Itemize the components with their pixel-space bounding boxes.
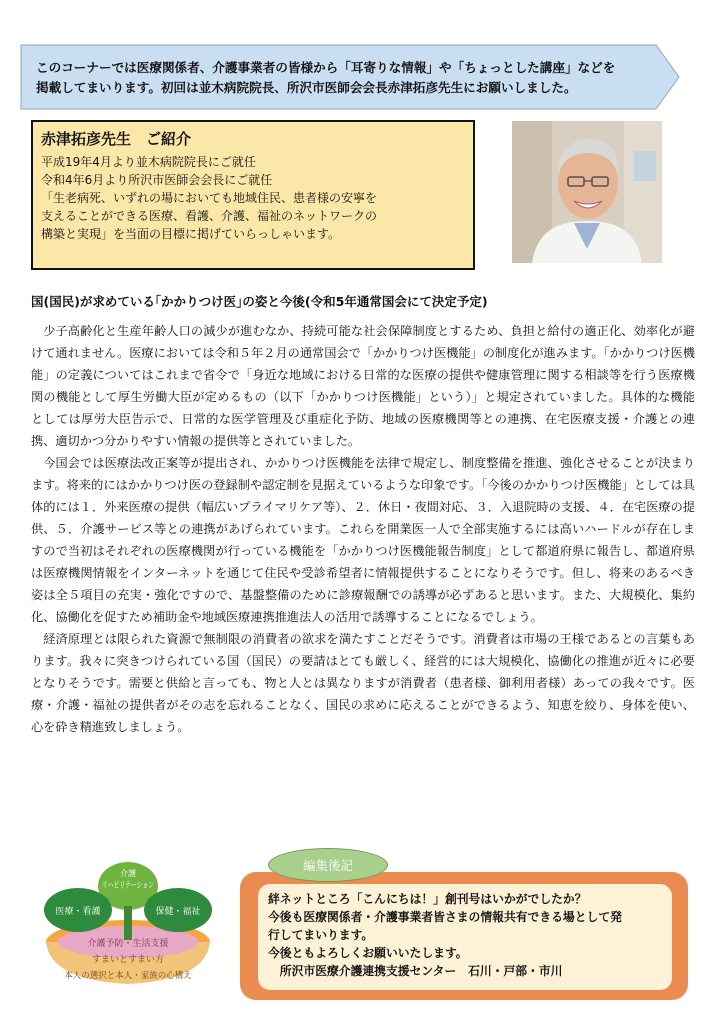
intro-line: 「生老病死、いずれの場においても地域住民、患者様の安寧を [41,191,378,205]
logo-label-top: 介護 [120,869,136,878]
article-body [31,320,695,738]
editor-line: 今後も医療関係者・介護事業者皆さまの情報共有できる場として発 [268,910,622,924]
logo-label-bottom: 本人の選択と本人・家族の心構え [64,971,192,981]
logo-label-band1: 介護予防・生活支援 [87,939,169,949]
body-paragraph: 今国会では医療法改正案等が提出され、かかりつけ医機能を法律で規定し、制度整備を推進、強化させることが決まります。将来的にはかかりつけ医の登録制や認定制を見据えているような印象です。「今後のかかりつけ医機能」としては具体的には１．外来医療の提供（幅広いプライマリケア等）、２．休日・夜間対応、３．入退院時の支援、４．在宅医療の提供、５．介護サービス等との連携があげられています。これらを開業医一人で全部実施するには高いハードルが存在しますので当初はそれぞれの医療機関が行っている機能を「かかりつけ医機能報告制度」として都道府県に報告し、都道府県は医療機関情報をインターネットを通じて住民や受診希望者に情報提供することになりそうです。但し、将来のあるべき姿は全５項目の充実・強化ですので、基盤整備のために診療報酬での誘導が必ずあると思います。また、大規模化、集約化、協働化を促すため補助金や地域医療連携推進法人の活用で誘導することになるでしょう。 [31,456,695,624]
editor-line: 行してまいります。 [268,928,374,942]
body-paragraph: 少子高齢化と生産年齢人口の減少が進むなか、持続可能な社会保障制度とするため、負担と給付の適正化、効率化が避けて通れません。医療においては令和５年２月の通常国会で「かかりつけ医機能」の制度化が進みます。「かかりつけ医機能」の定義についてはこれまで省令で「身近な地域における日常的な医療の提供や健康管理に関する相談等を行う医療機関の機能として厚生労働大臣が定めるもの（以下「かかりつけ医機能」という）」と規定されていました。具体的な機能としては厚労大臣告示で、日常的な医学管理及び重症化予防、地域の医療機関等との連携、在宅医療支援・介護との連携、適切かつ分かりやすい情報の提供等とされていました。 [31,324,695,448]
logo-label-right: 保健・福祉 [155,907,201,917]
intro-line: 令和4年6月より所沢市医師会会長にご就任 [41,173,273,187]
section-title: 国(国民)が求めている｢かかりつけ医｣の姿と今後(令和5年通常国会にて決定予定) [31,294,488,309]
body-paragraph: 経済原理とは限られた資源で無制限の消費者の欲求を満たすことだそうです。消費者は市場の王様であるとの言葉もあります。我々に突きつけられている国（国民）の要請はとても厳しく、経営的には大規模化、協働化の推進が近々に必要となりそうです。需要と供給と言っても、物と人とは異なりますが消費者（患者様、御利用者様）あっての我々です。医療・介護・福祉の提供者がその志を忘れることなく、国民の求めに応えることができるよう、知恵を絞り、身体を使い、心を砕き精進致しましょう。 [31,632,695,734]
editor-line: 今後ともよろしくお願いいたします。 [268,946,468,960]
logo-label-band2: すまいとすまい方 [91,955,165,965]
intro-title: 赤津拓彦先生 ご紹介 [41,130,192,148]
banner-line-1: このコーナーでは医療関係者、介護事業者の皆様から「耳寄りな情報」や「ちょっとした講座」などを [36,60,616,75]
banner-line-2: 掲載してまいります。初回は並木病院院長、所沢市医師会会長赤津拓彦先生にお願いしました。 [36,80,577,95]
logo-label-rehab: リハビリテーション [102,881,183,891]
editors-note-text [268,890,668,980]
logo-label-left: 医療・看護 [55,907,101,917]
intro-line: 構築と実現」を当面の目標に掲げていらっしゃいます。 [41,227,341,241]
doctor-photo [512,121,662,263]
intro-banner [20,44,680,110]
intro-line: 支えることができる医療、看護、介護、福祉のネットワークの [41,209,378,223]
banner-text [36,58,656,98]
editors-note [240,872,688,1000]
editors-note-tab: 編集後記 [268,848,388,882]
editor-line: 絆ネットところ「こんにちは！」創刊号はいかがでしたか？ [268,892,587,906]
doctor-intro-box [31,120,475,270]
care-system-logo [38,858,218,988]
intro-line: 平成19年4月より並木病院院長にご就任 [41,155,256,169]
editor-line: 所沢市医療介護連携支援センター 石川・戸部・市川 [268,964,563,978]
